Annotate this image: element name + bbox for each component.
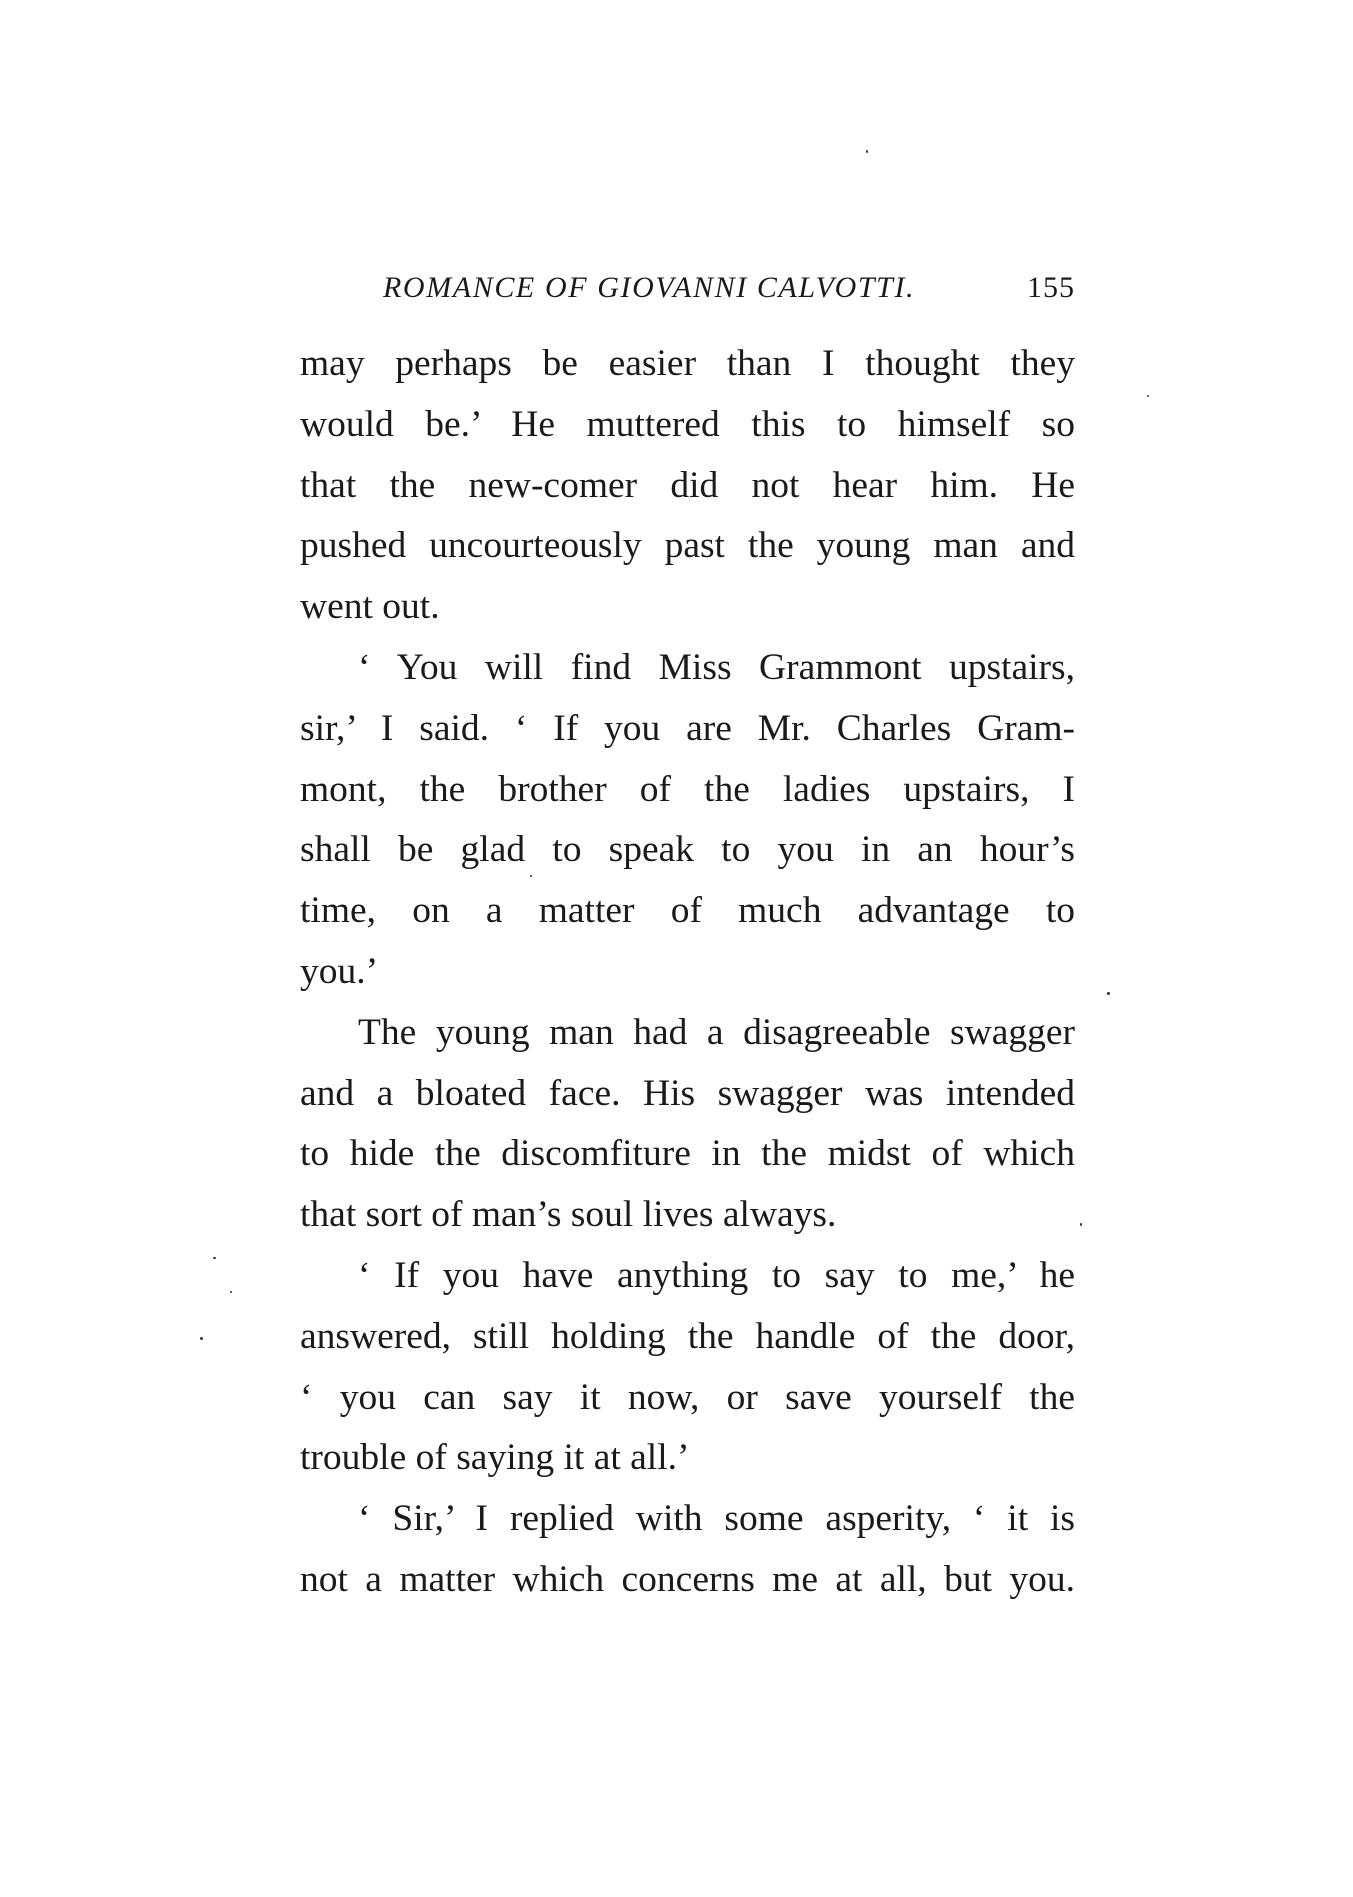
text-line: may perhaps be easier than I thought they — [300, 343, 1075, 384]
text-line: and a bloated face. His swagger was intended — [300, 1072, 1075, 1114]
scan-speck — [200, 1337, 203, 1340]
text-line: answered, still holding the handle of the door, — [300, 1315, 1075, 1357]
text-line: time, on a matter of much advantage to — [300, 890, 1075, 932]
text-line: trouble of saying it at all.’ — [300, 1437, 690, 1479]
scan-speck — [1107, 992, 1110, 995]
text-line: went out. — [300, 586, 440, 628]
scan-speck — [866, 150, 868, 153]
page-number: 155 — [1027, 271, 1075, 304]
running-head — [383, 268, 1075, 308]
text-line: shall be glad to speak to you in an hour’s — [300, 829, 1075, 871]
text-line: would be.’ He muttered this to himself so — [300, 403, 1075, 445]
text-line: pushed uncourteously past the young man and — [300, 525, 1075, 567]
text-line: to hide the discomfiture in the midst of which — [300, 1133, 1075, 1175]
text-line: ‘ If you have anything to say to me,’ he — [358, 1254, 1075, 1296]
running-title: ROMANCE OF GIOVANNI CALVOTTI. — [383, 271, 916, 304]
body-text — [300, 334, 1075, 1611]
scan-speck — [530, 875, 532, 877]
text-line: you.’ — [300, 950, 379, 992]
scan-speck — [1147, 395, 1149, 397]
scan-speck — [1080, 1223, 1082, 1226]
text-line: ‘ You will find Miss Grammont upstairs, — [358, 646, 1075, 688]
text-line: mont, the brother of the ladies upstairs, I — [300, 768, 1075, 810]
scan-speck — [230, 1291, 232, 1293]
text-line: not a matter which concerns me at all, but you. — [300, 1558, 1075, 1600]
text-line: sir,’ I said. ‘ If you are Mr. Charles Gram- — [300, 707, 1075, 749]
text-line: that sort of man’s soul lives always. — [300, 1194, 837, 1236]
scan-speck — [213, 1257, 216, 1259]
text-line: ‘ you can say it now, or save yourself the — [300, 1376, 1075, 1418]
text-line: The young man had a disagreeable swagger — [358, 1011, 1075, 1053]
text-line: ‘ Sir,’ I replied with some asperity, ‘ it is — [358, 1498, 1075, 1540]
text-line: that the new-comer did not hear him. He — [300, 464, 1075, 506]
